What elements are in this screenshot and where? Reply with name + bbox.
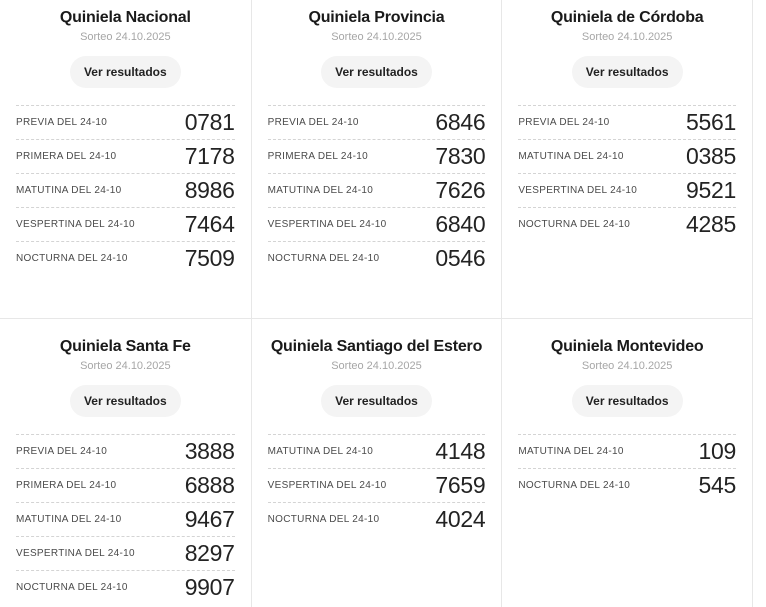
draw-number: 7178 xyxy=(184,143,235,169)
draw-list xyxy=(518,105,736,241)
draw-label: NOCTURNA DEL 24-10 xyxy=(267,514,380,525)
draw-number: 0385 xyxy=(686,143,736,169)
draw-row xyxy=(518,173,736,207)
ver-resultados-button[interactable]: Ver resultados xyxy=(70,56,181,88)
draw-row xyxy=(518,139,736,173)
draw-label: VESPERTINA DEL 24-10 xyxy=(16,548,135,559)
ver-resultados-button[interactable]: Ver resultados xyxy=(70,385,181,417)
draw-number: 8297 xyxy=(184,540,235,566)
button-wrapper xyxy=(518,44,736,88)
draw-label: NOCTURNA DEL 24-10 xyxy=(267,253,380,264)
draw-label: PREVIA DEL 24-10 xyxy=(518,117,610,128)
quiniela-card xyxy=(251,0,502,318)
draw-row xyxy=(16,241,235,275)
draw-number: 7464 xyxy=(184,211,235,237)
card-title: Quiniela Provincia xyxy=(308,9,445,26)
draw-label: MATUTINA DEL 24-10 xyxy=(518,151,624,162)
draw-number: 4148 xyxy=(435,438,486,464)
draw-label: NOCTURNA DEL 24-10 xyxy=(16,253,128,264)
draw-label: MATUTINA DEL 24-10 xyxy=(518,446,624,457)
draw-number: 9907 xyxy=(184,574,235,600)
draw-number: 7659 xyxy=(435,472,486,498)
draw-number: 3888 xyxy=(184,438,235,464)
quiniela-card xyxy=(251,318,502,607)
draw-label: NOCTURNA DEL 24-10 xyxy=(518,219,631,230)
quiniela-card xyxy=(0,0,251,318)
card-sorteo-date: Sorteo 24.10.2025 xyxy=(331,360,422,372)
draw-label: PREVIA DEL 24-10 xyxy=(16,446,108,457)
draw-number: 8986 xyxy=(184,177,235,203)
draw-number: 0546 xyxy=(435,245,486,271)
draw-row xyxy=(16,207,235,241)
draw-number: 9467 xyxy=(184,506,235,532)
draw-list xyxy=(16,434,235,604)
card-title: Quiniela Santiago del Estero xyxy=(270,338,483,355)
draw-row xyxy=(16,173,235,207)
draw-number: 7626 xyxy=(435,177,486,203)
draw-number: 6840 xyxy=(435,211,486,237)
draw-label: VESPERTINA DEL 24-10 xyxy=(267,219,387,230)
draw-label: PREVIA DEL 24-10 xyxy=(267,117,359,128)
draw-number: 0781 xyxy=(184,109,235,135)
button-wrapper xyxy=(518,373,736,417)
draw-row xyxy=(518,207,736,241)
button-wrapper xyxy=(268,373,486,417)
draw-number: 6888 xyxy=(184,472,235,498)
draw-label: PRIMERA DEL 24-10 xyxy=(267,151,368,162)
draw-number: 6846 xyxy=(435,109,486,135)
ver-resultados-button[interactable]: Ver resultados xyxy=(321,56,432,88)
draw-row xyxy=(16,570,235,604)
draw-number: 7830 xyxy=(435,143,486,169)
draw-label: MATUTINA DEL 24-10 xyxy=(16,514,122,525)
draw-row xyxy=(268,207,486,241)
draw-row xyxy=(268,139,486,173)
draw-row xyxy=(268,502,486,536)
draw-row xyxy=(268,173,486,207)
ver-resultados-button[interactable]: Ver resultados xyxy=(572,385,683,417)
draw-label: PRIMERA DEL 24-10 xyxy=(16,480,117,491)
draw-row xyxy=(16,105,235,139)
button-wrapper xyxy=(268,44,486,88)
card-sorteo-date: Sorteo 24.10.2025 xyxy=(331,31,422,43)
draw-row xyxy=(16,468,235,502)
ver-resultados-button[interactable]: Ver resultados xyxy=(321,385,432,417)
draw-row xyxy=(268,468,486,502)
draw-row xyxy=(268,434,486,468)
draw-label: VESPERTINA DEL 24-10 xyxy=(16,219,135,230)
card-sorteo-date: Sorteo 24.10.2025 xyxy=(581,31,673,43)
draw-label: PRIMERA DEL 24-10 xyxy=(16,151,117,162)
card-title: Quiniela Santa Fe xyxy=(59,338,191,355)
draw-row xyxy=(16,139,235,173)
card-title: Quiniela Nacional xyxy=(59,9,191,26)
quiniela-card xyxy=(501,0,752,318)
draw-label: VESPERTINA DEL 24-10 xyxy=(518,185,638,196)
draw-number: 4285 xyxy=(686,211,736,237)
ver-resultados-button[interactable]: Ver resultados xyxy=(572,56,683,88)
draw-row xyxy=(16,536,235,570)
draw-label: MATUTINA DEL 24-10 xyxy=(267,446,374,457)
quiniela-card xyxy=(0,318,251,607)
draw-label: NOCTURNA DEL 24-10 xyxy=(16,582,128,593)
draw-list xyxy=(268,434,486,536)
card-title: Quiniela de Córdoba xyxy=(550,9,704,26)
draw-list xyxy=(268,105,486,275)
button-wrapper xyxy=(16,373,235,417)
card-title: Quiniela Montevideo xyxy=(550,338,704,355)
draw-row xyxy=(16,502,235,536)
draw-row xyxy=(518,105,736,139)
draw-number: 545 xyxy=(698,472,736,498)
draw-number: 5561 xyxy=(686,109,736,135)
draw-list xyxy=(518,434,736,502)
draw-number: 7509 xyxy=(184,245,235,271)
draw-label: VESPERTINA DEL 24-10 xyxy=(267,480,387,491)
card-sorteo-date: Sorteo 24.10.2025 xyxy=(80,360,171,372)
draw-number: 4024 xyxy=(435,506,486,532)
draw-label: NOCTURNA DEL 24-10 xyxy=(518,480,631,491)
card-sorteo-date: Sorteo 24.10.2025 xyxy=(80,31,171,43)
draw-row xyxy=(518,434,736,468)
quiniela-card xyxy=(501,318,752,607)
draw-list xyxy=(16,105,235,275)
draw-row xyxy=(268,105,486,139)
draw-number: 109 xyxy=(698,438,736,464)
draw-label: MATUTINA DEL 24-10 xyxy=(267,185,374,196)
draw-number: 9521 xyxy=(686,177,736,203)
draw-label: MATUTINA DEL 24-10 xyxy=(16,185,122,196)
card-sorteo-date: Sorteo 24.10.2025 xyxy=(581,360,673,372)
button-wrapper xyxy=(16,44,235,88)
draw-row xyxy=(268,241,486,275)
draw-row xyxy=(16,434,235,468)
draw-label: PREVIA DEL 24-10 xyxy=(16,117,108,128)
draw-row xyxy=(518,468,736,502)
